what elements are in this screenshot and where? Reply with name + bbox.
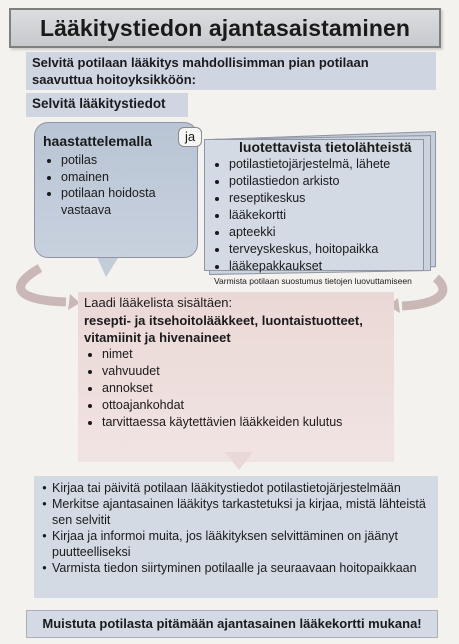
subheading: Selvitä lääkitystiedot <box>26 93 188 117</box>
list-item: • vahvuudet <box>102 363 388 380</box>
list-item: • apteekki <box>229 224 417 241</box>
list-item: • terveyskeskus, hoitopaikka <box>229 241 417 258</box>
footer-reminder: Muistuta potilasta pitämään ajantasainen lääkekortti mukana! <box>26 610 438 638</box>
list-item: • lääkepakkaukset <box>229 258 417 275</box>
medlist-items <box>84 346 388 431</box>
list-item: ● Kirjaa ja informoi muita, jos lääkityksen selvittäminen on jäänyt puutteelliseksi <box>52 528 432 560</box>
list-item: ● Merkitse ajantasainen lääkitys tarkastetuksi ja kirjaa, mistä lähteistä sen selvitit <box>52 496 432 528</box>
page-title: Lääkitystiedon ajantasaistaminen <box>9 8 441 48</box>
bubble-tail <box>96 255 120 277</box>
medlist-bold-text: resepti- ja itsehoitolääkkeet, luontaistuotteet, vitamiinit ja hivenaineet <box>84 313 363 345</box>
down-arrow <box>225 452 253 470</box>
left-curved-arrow <box>21 268 66 302</box>
list-item: • nimet <box>102 346 388 363</box>
sources-box <box>204 139 424 271</box>
list-item: • lääkekortti <box>229 207 417 224</box>
list-item: • ottoajankohdat <box>102 397 388 414</box>
consent-note: Varmista potilaan suostumus tietojen luovuttamiseen <box>214 276 412 286</box>
actions-list <box>40 480 432 576</box>
list-item: • potilaan hoidosta vastaava <box>61 185 189 218</box>
medlist-label: Laadi lääkelista sisältäen: <box>84 295 233 310</box>
list-item: • tarvittaessa käytettävien lääkkeiden kulutus <box>102 414 388 431</box>
list-item: ● Kirjaa tai päivitä potilaan lääkitystiedot potilastietojärjestelmään <box>52 480 432 496</box>
list-item: • potilas <box>61 152 189 169</box>
list-item: • potilastietojärjestelmä, lähete <box>229 156 417 173</box>
sources-list <box>211 156 417 275</box>
medication-list-box <box>78 292 394 462</box>
interview-heading: haastattelemalla <box>43 133 152 149</box>
intro-text: Selvitä potilaan lääkitys mahdollisimman pian potilaan saavuttua hoitoyksikköön: <box>26 52 436 90</box>
list-item: • potilastiedon arkisto <box>229 173 417 190</box>
list-item: • annokset <box>102 380 388 397</box>
list-item: • reseptikeskus <box>229 190 417 207</box>
sources-heading: luotettavista tietolähteistä <box>239 139 412 155</box>
list-item: • omainen <box>61 169 189 186</box>
interview-box <box>34 122 198 258</box>
actions-box <box>34 476 438 598</box>
connector-label: ja <box>178 127 202 147</box>
list-item: ● Varmista tiedon siirtyminen potilaalle ja seuraavaan hoitopaikkaan <box>52 560 432 576</box>
interview-list <box>43 152 189 218</box>
